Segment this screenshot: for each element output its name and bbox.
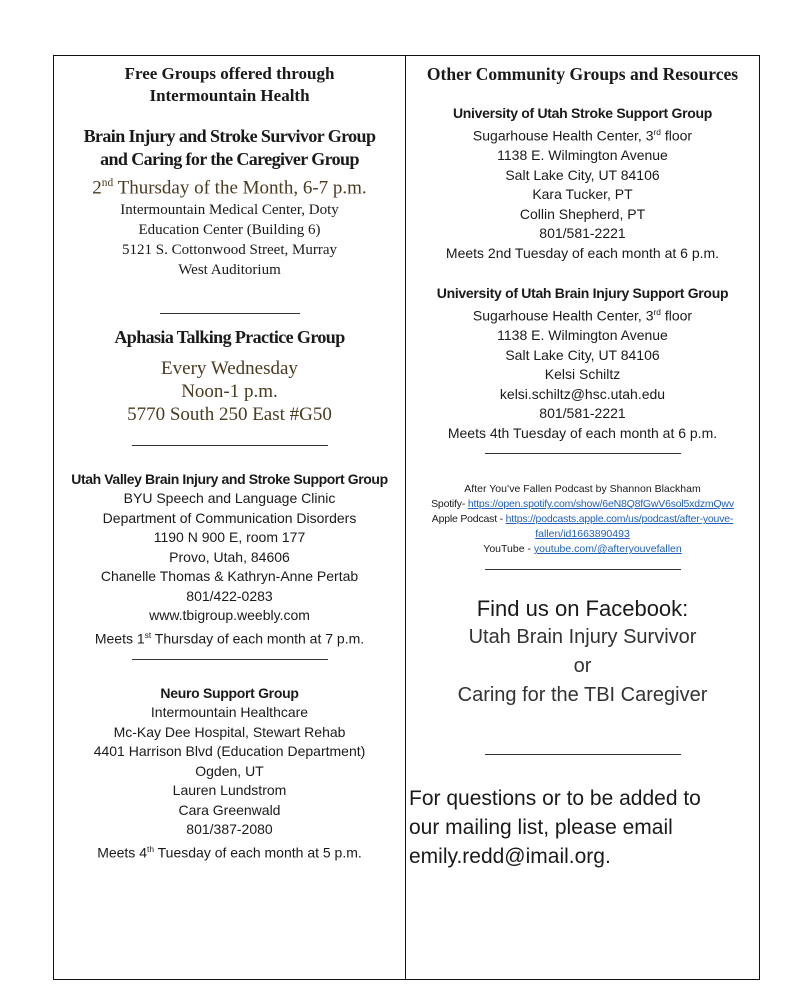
facebook-title: Find us on Facebook: bbox=[476, 596, 689, 622]
group-address bbox=[406, 123, 759, 146]
youtube-link[interactable]: youtube.com/@afteryouvefallen bbox=[533, 543, 682, 556]
spotify-label: Spotify- bbox=[431, 498, 468, 511]
group-meets bbox=[54, 626, 405, 649]
contact-line-1: For questions or to be added to bbox=[409, 787, 701, 811]
schedule-num: 2 bbox=[92, 177, 102, 199]
apple-link-part-2[interactable]: fallen/id1663890493 bbox=[535, 528, 630, 541]
apple-label: Apple Podcast - bbox=[431, 513, 506, 526]
facebook-or: or bbox=[573, 655, 592, 678]
group-line: Salt Lake City, UT 84106 bbox=[505, 166, 660, 183]
meets-sup: st bbox=[144, 629, 152, 640]
apple-link-part-1[interactable]: https://podcasts.apple.com/us/podcast/after-youve- bbox=[505, 513, 734, 526]
neuro-group bbox=[54, 684, 405, 863]
aphasia-line: Every Wednesday bbox=[161, 358, 298, 380]
meets-b: Thursday of each month at 7 p.m. bbox=[151, 630, 365, 647]
brain-injury-group bbox=[54, 125, 405, 280]
neuro-title: Neuro Support Group bbox=[160, 684, 299, 701]
podcast-spotify bbox=[406, 497, 759, 512]
right-header: Other Community Groups and Resources bbox=[426, 64, 739, 84]
utah-valley-title: Utah Valley Brain Injury and Stroke Support Group bbox=[71, 471, 388, 488]
aphasia-line: 5770 South 250 East #G50 bbox=[127, 404, 332, 426]
brain-injury-support-group bbox=[406, 283, 759, 443]
group-line: West Auditorium bbox=[178, 262, 281, 279]
group-line: Kelsi Schiltz bbox=[544, 366, 621, 383]
group-line: Provo, Utah, 84606 bbox=[169, 548, 290, 565]
group-line: Collin Shepherd, PT bbox=[519, 205, 646, 222]
group-title-line-1: Brain Injury and Stroke Survivor Group bbox=[83, 126, 376, 146]
group-line: 1138 E. Wilmington Avenue bbox=[497, 327, 668, 344]
addr-sup: rd bbox=[653, 307, 661, 318]
right-column bbox=[406, 55, 759, 871]
addr-b: floor bbox=[660, 127, 693, 144]
group-line: Education Center (Building 6) bbox=[138, 222, 321, 239]
aphasia-title: Aphasia Talking Practice Group bbox=[114, 327, 345, 348]
group-title-line-2: and Caring for the Caregiver Group bbox=[100, 149, 359, 169]
aphasia-line: Noon-1 p.m. bbox=[181, 381, 278, 403]
group-line: Mc-Kay Dee Hospital, Stewart Rehab bbox=[113, 723, 346, 740]
group-line: 801/581-2221 bbox=[539, 225, 626, 242]
group-schedule bbox=[54, 171, 405, 200]
group-line: Cara Greenwald bbox=[178, 801, 281, 818]
group-line: 801/387-2080 bbox=[186, 821, 273, 838]
group-line: 1190 N 900 E, room 177 bbox=[153, 529, 306, 546]
podcast-youtube bbox=[406, 542, 759, 557]
left-column bbox=[54, 55, 405, 863]
stroke-group-title: University of Utah Stroke Support Group bbox=[453, 105, 712, 121]
meets-sup: th bbox=[147, 843, 154, 854]
group-email[interactable]: kelsi.schiltz@hsc.utah.edu bbox=[499, 385, 666, 402]
group-line: Chanelle Thomas & Kathryn-Anne Pertab bbox=[100, 568, 359, 585]
left-header-line-1: Free Groups offered through bbox=[124, 64, 335, 83]
aphasia-group bbox=[54, 326, 405, 426]
group-address bbox=[406, 303, 759, 326]
group-line: 1138 E. Wilmington Avenue bbox=[497, 147, 668, 164]
group-line: Kara Tucker, PT bbox=[532, 186, 633, 203]
utah-valley-group bbox=[54, 470, 405, 649]
group-line: Department of Communication Disorders bbox=[102, 509, 357, 526]
facebook-line-2[interactable]: Caring for the TBI Caregiver bbox=[457, 684, 708, 707]
podcast-apple bbox=[406, 512, 759, 527]
group-line: BYU Speech and Language Clinic bbox=[123, 490, 336, 507]
schedule-sup: nd bbox=[101, 177, 114, 189]
brain-group-title: University of Utah Brain Injury Support Group bbox=[436, 285, 729, 302]
contact-section bbox=[406, 784, 759, 871]
addr-sup: rd bbox=[653, 127, 661, 137]
group-line: 801/422-0283 bbox=[186, 587, 273, 604]
addr-b: floor bbox=[660, 307, 693, 324]
group-line: 4401 Harrison Blvd (Education Department) bbox=[93, 743, 366, 760]
group-line: Salt Lake City, UT 84106 bbox=[505, 346, 660, 363]
group-line: 5121 S. Cottonwood Street, Murray bbox=[122, 242, 337, 259]
contact-email[interactable]: emily.redd@imail.org. bbox=[409, 845, 611, 869]
addr-a: Sugarhouse Health Center, 3 bbox=[472, 307, 654, 324]
group-meets bbox=[54, 840, 405, 863]
group-link[interactable]: www.tbigroup.weebly.com bbox=[149, 607, 310, 624]
group-line: Ogden, UT bbox=[195, 762, 264, 779]
group-line: Lauren Lundstrom bbox=[172, 782, 287, 799]
stroke-support-group bbox=[406, 103, 759, 263]
podcast-apple-cont bbox=[406, 527, 759, 542]
group-line: 801/581-2221 bbox=[539, 405, 626, 422]
group-line: Meets 2nd Tuesday of each month at 6 p.m. bbox=[445, 244, 720, 261]
podcast-section bbox=[406, 482, 759, 557]
facebook-section bbox=[406, 594, 759, 710]
schedule-rest: Thursday of the Month, 6-7 p.m. bbox=[113, 177, 367, 199]
group-line: Meets 4th Tuesday of each month at 6 p.m. bbox=[447, 424, 718, 441]
group-line: Intermountain Healthcare bbox=[150, 704, 309, 721]
spotify-link[interactable]: https://open.spotify.com/show/6eN8Q8fGwV6sol5xdzmQwv bbox=[467, 498, 734, 511]
group-line: Intermountain Medical Center, Doty bbox=[120, 202, 339, 219]
contact-line-2: our mailing list, please email bbox=[409, 816, 673, 840]
meets-b: Tuesday of each month at 5 p.m. bbox=[154, 844, 362, 861]
left-header-line-2: Intermountain Health bbox=[149, 86, 310, 105]
facebook-line-1[interactable]: Utah Brain Injury Survivor bbox=[468, 626, 697, 649]
podcast-title: After You’ve Fallen Podcast by Shannon Blackham bbox=[464, 483, 701, 496]
meets-a: Meets 4 bbox=[97, 844, 147, 861]
addr-a: Sugarhouse Health Center, 3 bbox=[472, 127, 654, 144]
youtube-label: YouTube - bbox=[483, 543, 534, 556]
meets-a: Meets 1 bbox=[94, 630, 145, 647]
